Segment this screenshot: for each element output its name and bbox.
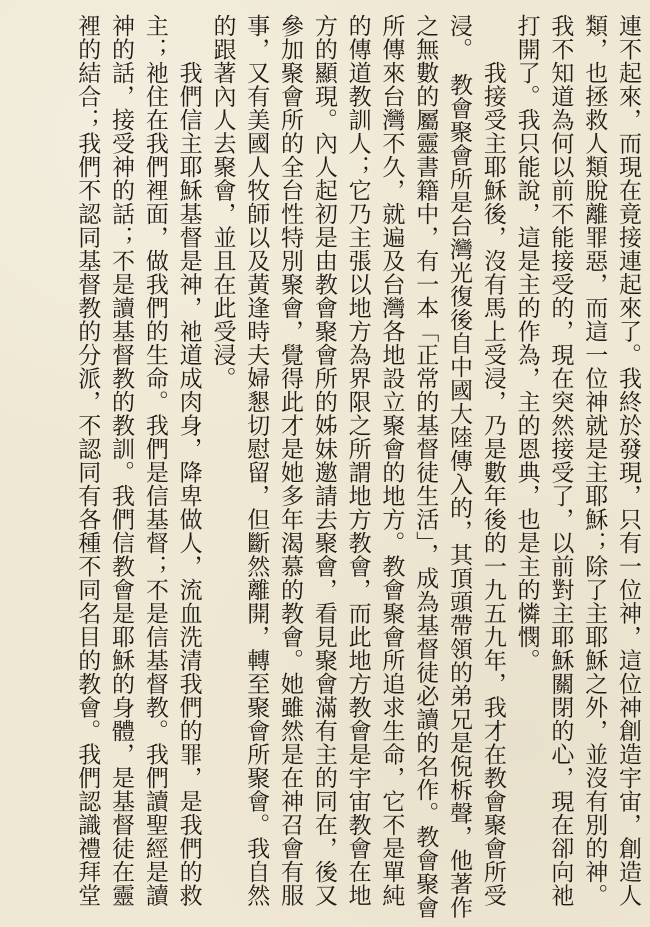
- text-column-6: 浸。 教會聚會所是台灣光復後自中國大陸傳入的，其頂頭帶領的弟兄是倪柝聲，他著作: [446, 14, 473, 919]
- text-column-8: 所傳來台灣不久，就遍及台灣各地設立聚會的地方。教會聚會所追求生命，它不是單純: [378, 14, 405, 907]
- text-column-2: 類，也拯救人類脫離罪惡，而這一位神就是主耶穌；除了主耶穌之外，並沒有別的神。: [581, 14, 608, 907]
- text-column-7: 之無數的屬靈書籍中，有一本「正常的基督徒生活」，成為基督徒必讀的名作。教會聚會: [412, 14, 439, 919]
- text-column-15: 主；祂住在我們裡面，做我們的生命。我們是信基督；不是信基督教。我們讀聖經是讀: [141, 14, 168, 907]
- text-column-4: 打開了。我只能說，這是主的作為，主的恩典，也是主的憐憫。: [513, 14, 540, 672]
- text-column-3: 我不知道為何以前不能接受的，現在突然接受了，以前對主耶穌關閉的心，現在卻向祂: [547, 14, 574, 907]
- text-column-1: 連不起來，而現在竟接連起來了。我終於發現，只有一位神，這位神創造宇宙，創造人: [615, 14, 641, 907]
- text-column-13: 的跟著內人去聚會，並且在此受浸。: [209, 14, 236, 390]
- text-column-9: 的傳道教訓人；它乃主張以地方為界限之所謂地方教會，而此地方教會是宇宙教會在地: [344, 14, 371, 907]
- text-column-10: 方的顯現。內人起初是由教會聚會所的姊妹邀請去聚會，看見聚會滿有主的同在，後又: [310, 14, 337, 907]
- text-column-5: 我接受主耶穌後，沒有馬上受浸，乃是數年後的一九五九年，我才在教會聚會所受: [479, 14, 506, 907]
- text-column-17: 裡的結合；我們不認同基督教的分派，不認同有各種不同名目的教會。我們認識禮拜堂: [74, 14, 101, 907]
- vertical-text-body: [2, 14, 642, 919]
- text-column-16: 神的話，接受神的話；不是讀基督教的教訓。我們信教會是耶穌的身體，是基督徒在靈: [108, 14, 135, 907]
- text-column-11: 參加聚會所的全台性特別聚會，覺得此才是她多年渴慕的教會。她雖然是在神召會有服: [277, 14, 304, 907]
- text-column-12: 事，又有美國人牧師以及黃逢時夫婦懇切慰留，但斷然離開，轉至聚會所聚會。我自然: [243, 14, 270, 907]
- text-column-14: 我們信主耶穌基督是神，祂道成肉身，降卑做人，流血洗清我們的罪，是我們的救: [175, 14, 202, 907]
